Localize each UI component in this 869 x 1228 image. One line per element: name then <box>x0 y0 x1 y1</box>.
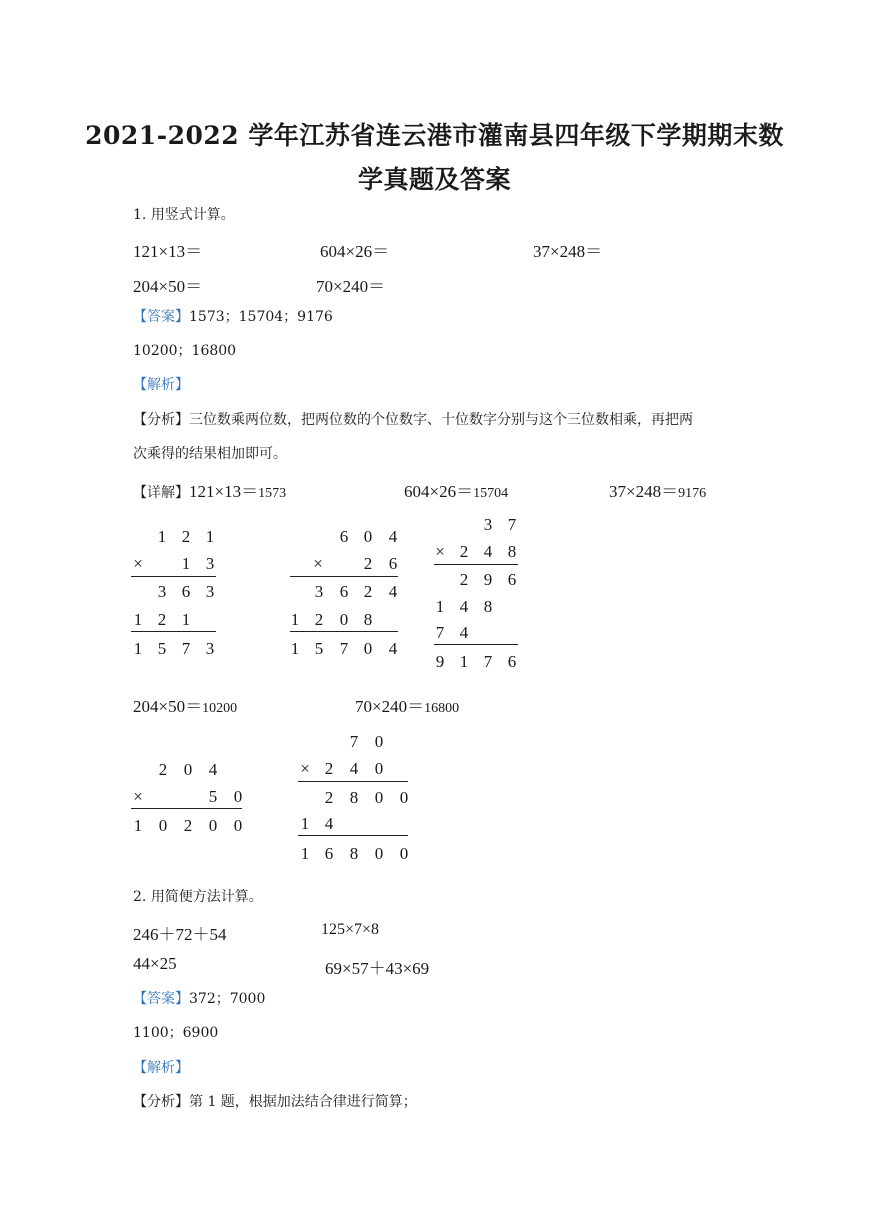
q2-stem: 用简便方法计算。 <box>150 889 263 905</box>
q1-answer-label: 【答案】 <box>133 309 189 325</box>
q1-detail-item-3 <box>609 477 706 502</box>
vcalc-digit: × <box>300 759 310 778</box>
vcalc-digit: 0 <box>183 760 193 779</box>
vcalc-line <box>434 564 518 565</box>
vcalc-line <box>131 808 242 809</box>
vcalc-digit: 9 <box>483 570 493 589</box>
vcalc-digit: 2 <box>459 542 469 561</box>
q1-answer-line1: 1573；15704；9176 <box>189 309 333 325</box>
vcalc-digit: 0 <box>374 759 384 778</box>
vcalc-digit: 8 <box>483 597 493 616</box>
document-title-line1: 2021-2022 学年江苏省连云港市灌南县四年级下学期期末数 <box>85 121 784 150</box>
vcalc-digit: 1 <box>290 639 300 658</box>
vcalc-digit: 3 <box>314 582 324 601</box>
vcalc-line <box>290 631 398 632</box>
q2-analysis-label: 【解析】 <box>133 1060 189 1076</box>
vcalc-digit: 1 <box>290 610 300 629</box>
vcalc-digit: 7 <box>483 652 493 671</box>
vcalc-digit: × <box>133 787 143 806</box>
vcalc-digit: 0 <box>399 844 409 863</box>
q1-fenxi-line1: 三位数乘两位数，把两位数的个位数字、十位数字分别与这个三位数相乘，再把两 <box>189 412 693 428</box>
detail-expr-1: 121×13＝ <box>189 482 259 501</box>
q2-fenxi <box>133 1091 417 1111</box>
q2-answer <box>133 988 265 1008</box>
q2-answer-line2: 1100；6900 <box>133 1025 219 1041</box>
vcalc-digit: 4 <box>388 582 398 601</box>
vcalc-line <box>131 631 216 632</box>
vcalc-digit: 2 <box>158 760 168 779</box>
vcalc-digit: 0 <box>374 844 384 863</box>
q1-detail-item-5 <box>355 692 459 717</box>
q1-answer <box>133 306 333 326</box>
q1-analysis-label: 【解析】 <box>133 377 189 393</box>
vcalc-digit: 4 <box>388 639 398 658</box>
vcalc-digit: 1 <box>133 639 143 658</box>
document-title-line2: 学真题及答案 <box>357 165 511 194</box>
q1-problem-3: 37×248＝ <box>533 242 603 261</box>
q2-problem-2: 125×7×8 <box>321 921 380 938</box>
vcalc-line <box>290 576 398 577</box>
q2-fenxi-text: 第 1 题，根据加法结合律进行简算； <box>189 1094 417 1110</box>
vcalc-digit: 0 <box>233 816 243 835</box>
vcalc-digit: 6 <box>507 652 517 671</box>
vcalc-digit: 1 <box>181 610 191 629</box>
vcalc-digit: 1 <box>181 554 191 573</box>
vcalc-digit: 7 <box>339 639 349 658</box>
q1-stem: 用竖式计算。 <box>150 207 235 223</box>
vcalc-digit: 6 <box>339 582 349 601</box>
vcalc-digit: 0 <box>374 732 384 751</box>
vcalc-line <box>434 644 518 645</box>
vcalc-digit: 0 <box>339 610 349 629</box>
vcalc-digit: 3 <box>205 639 215 658</box>
vcalc-digit: 5 <box>314 639 324 658</box>
q2-problem-3: 44×25 <box>133 954 177 973</box>
q1-fenxi-line2: 次乘得的结果相加即可。 <box>133 446 287 462</box>
vcalc-digit: 8 <box>363 610 373 629</box>
vcalc-digit: 4 <box>388 527 398 546</box>
q1-detail-label: 【详解】 <box>133 485 189 501</box>
vcalc-digit: 8 <box>349 844 359 863</box>
vcalc-digit: 0 <box>374 788 384 807</box>
q1-fenxi-label: 【分析】 <box>133 412 189 428</box>
vcalc-digit: 5 <box>208 787 218 806</box>
vcalc-line <box>298 835 408 836</box>
vcalc-digit: 4 <box>483 542 493 561</box>
q1-answer-line2: 10200；16800 <box>133 343 237 359</box>
detail-result-1: 1573 <box>258 486 287 501</box>
q1-detail-row1 <box>133 477 286 502</box>
vcalc-digit: 2 <box>324 759 334 778</box>
q2-heading <box>133 886 263 906</box>
vcalc-digit: 1 <box>435 597 445 616</box>
vcalc-digit: 8 <box>349 788 359 807</box>
vcalc-digit: 8 <box>507 542 517 561</box>
q1-problem-2: 604×26＝ <box>320 242 390 261</box>
vcalc-digit: 0 <box>208 816 218 835</box>
vcalc-digit: 3 <box>483 515 493 534</box>
vcalc-line <box>298 781 408 782</box>
vcalc-digit: 3 <box>205 554 215 573</box>
vcalc-digit: × <box>435 542 445 561</box>
vcalc-digit: 9 <box>435 652 445 671</box>
vcalc-digit: 7 <box>507 515 517 534</box>
vcalc-digit: 2 <box>181 527 191 546</box>
vcalc-line <box>131 576 216 577</box>
q2-number: 2. <box>133 889 147 905</box>
detail-result-2: 15704 <box>473 486 509 501</box>
q1-fenxi <box>133 409 693 429</box>
vcalc-digit: 1 <box>300 814 310 833</box>
q1-detail-item-2 <box>404 477 508 502</box>
detail-expr-5: 70×240＝ <box>355 697 425 716</box>
vcalc-digit: 0 <box>233 787 243 806</box>
vcalc-digit: × <box>313 554 323 573</box>
vcalc-digit: 5 <box>157 639 167 658</box>
vcalc-digit: 0 <box>363 639 373 658</box>
vcalc-digit: 2 <box>324 788 334 807</box>
vcalc-digit: 0 <box>399 788 409 807</box>
detail-result-3: 9176 <box>678 486 707 501</box>
vcalc-digit: 4 <box>208 760 218 779</box>
vcalc-digit: 4 <box>349 759 359 778</box>
vcalc-digit: 3 <box>157 582 167 601</box>
q1-problem-4: 204×50＝ <box>133 277 203 296</box>
vcalc-digit: 6 <box>324 844 334 863</box>
vcalc-digit: 2 <box>363 554 373 573</box>
vcalc-digit: 1 <box>459 652 469 671</box>
vcalc-digit: 1 <box>133 610 143 629</box>
detail-result-4: 10200 <box>202 701 238 716</box>
vcalc-digit: 7 <box>435 623 445 642</box>
q1-problem-1: 121×13＝ <box>133 242 203 261</box>
vcalc-digit: 1 <box>300 844 310 863</box>
vcalc-digit: 2 <box>363 582 373 601</box>
vcalc-digit: 7 <box>181 639 191 658</box>
q2-fenxi-label: 【分析】 <box>133 1094 189 1110</box>
vcalc-digit: 1 <box>157 527 167 546</box>
q1-heading <box>133 204 235 224</box>
vcalc-digit: 4 <box>459 597 469 616</box>
vcalc-digit: 1 <box>133 816 143 835</box>
vcalc-digit: 1 <box>205 527 215 546</box>
vcalc-digit: 6 <box>181 582 191 601</box>
detail-result-5: 16800 <box>424 701 460 716</box>
vcalc-digit: 7 <box>349 732 359 751</box>
q1-problem-5: 70×240＝ <box>316 277 386 296</box>
vcalc-digit: 4 <box>459 623 469 642</box>
vcalc-digit: 4 <box>324 814 334 833</box>
q2-problem-4: 69×57＋43×69 <box>325 959 430 978</box>
q1-detail-item-4 <box>133 692 237 717</box>
detail-expr-4: 204×50＝ <box>133 697 203 716</box>
q2-problem-1: 246＋72＋54 <box>133 925 227 944</box>
q2-answer-line1: 372；7000 <box>189 991 266 1007</box>
detail-expr-2: 604×26＝ <box>404 482 474 501</box>
vcalc-digit: 2 <box>459 570 469 589</box>
vcalc-digit: 6 <box>507 570 517 589</box>
q2-answer-label: 【答案】 <box>133 991 189 1007</box>
vcalc-digit: 2 <box>157 610 167 629</box>
vcalc-digit: 6 <box>388 554 398 573</box>
vcalc-digit: 0 <box>363 527 373 546</box>
q1-number: 1. <box>133 207 147 223</box>
vcalc-digit: 2 <box>314 610 324 629</box>
detail-expr-3: 37×248＝ <box>609 482 679 501</box>
vcalc-digit: 0 <box>158 816 168 835</box>
vcalc-digit: × <box>133 554 143 573</box>
vcalc-digit: 3 <box>205 582 215 601</box>
vcalc-digit: 2 <box>183 816 193 835</box>
vcalc-digit: 6 <box>339 527 349 546</box>
